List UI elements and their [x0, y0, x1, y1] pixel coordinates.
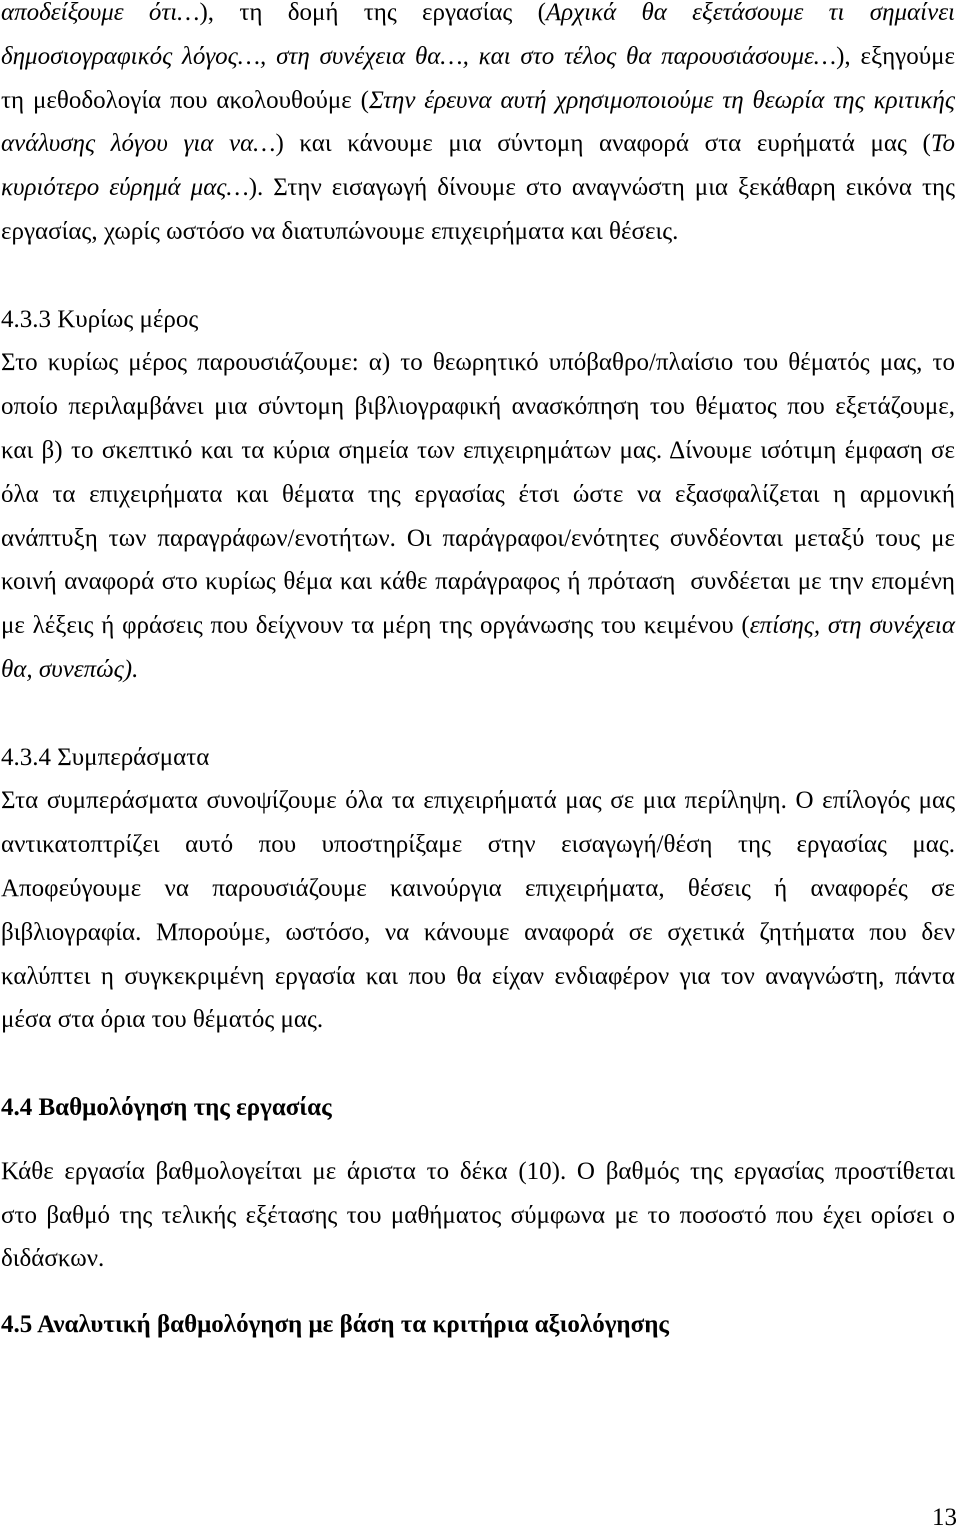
- line-content: [1, 79, 955, 123]
- section-heading-grading: [1, 1086, 955, 1130]
- blank-line: [1, 692, 955, 736]
- line-content: [1, 517, 955, 561]
- text-run: τη μεθοδολογία που ακολουθούμε (: [1, 86, 369, 114]
- line-content: [1, 779, 955, 823]
- line-content: [1, 385, 955, 429]
- heading-text: 4.3.4 Συμπεράσματα: [1, 743, 210, 771]
- text-line: [1, 1237, 955, 1281]
- italic-run: θα, συνεπώς).: [1, 655, 139, 683]
- heading-text: 4.5 Αναλυτική βαθμολόγηση με βάση τα κριτήρια αξιολόγησης: [1, 1311, 669, 1339]
- italic-run: ανάλυσης λόγου για να…: [1, 130, 276, 158]
- line-content: [1, 1237, 104, 1281]
- text-line: [1, 166, 955, 210]
- text-run: όλα τα επιχειρήματα και θέματα της εργασίας έτσι ώστε να εξασφαλίζεται η αρμονική: [1, 480, 955, 508]
- line-content: [1, 736, 209, 780]
- paragraph-grading: [1, 1150, 955, 1281]
- line-content: [1, 122, 955, 166]
- line-content: [1, 1086, 332, 1130]
- paragraph-conclusions: [1, 779, 955, 1042]
- text-line: [1, 867, 955, 911]
- line-content: [1, 998, 323, 1042]
- line-content: [1, 823, 955, 867]
- text-line: [1, 385, 955, 429]
- text-run: στο βαθμό της τελικής εξέτασης του μαθήματος σύμφωνα με το ποσοστό που έχει ορίσει ο: [1, 1201, 955, 1229]
- text-run: Στα συμπεράσματα συνοψίζουμε όλα τα επιχειρήματά μας σε μια περίληψη. Ο επίλογός μας: [1, 787, 955, 815]
- line-content: [1, 1150, 955, 1194]
- text-line: [1, 648, 955, 692]
- line-content: [1, 473, 955, 517]
- text-run: ). Στην εισαγωγή δίνουμε στο αναγνώστη μια ξεκάθαρη εικόνα της: [248, 174, 955, 202]
- text-run: οποίο περιλαμβάνει μια σύντομη βιβλιογραφική ανασκόπηση του θέματος που εξετάζουμε,: [1, 393, 955, 421]
- text-line: [1, 911, 955, 955]
- text-run: αντικατοπτρίζει αυτό που υποστηρίξαμε στην εισαγωγή/θέση της εργασίας μας.: [1, 831, 955, 859]
- text-run: και β) το σκεπτικό και τα κύρια σημεία των επιχειρημάτων μας. Δίνουμε ισότιμη έμφαση σε: [1, 436, 955, 464]
- text-run: Κάθε εργασία βαθμολογείται με άριστα το δέκα (10). Ο βαθμός της εργασίας προστίθεται: [1, 1157, 955, 1185]
- line-content: [1, 867, 955, 911]
- line-content: [1, 35, 955, 79]
- text-run: βιβλιογραφία. Μπορούμε, ωστόσο, να κάνουμε αναφορά σε σχετικά ζητήματα που δεν: [1, 918, 955, 946]
- line-content: [1, 0, 955, 35]
- blank-line: [1, 254, 955, 298]
- section-heading-detailed-grading: [1, 1303, 955, 1347]
- text-line: [1, 1194, 955, 1238]
- paragraph-intro-continuation: [1, 0, 955, 254]
- text-line: [1, 473, 955, 517]
- text-run: Στο κυρίως μέρος παρουσιάζουμε: α) το θεωρητικό υπόβαθρο/πλαίσιο του θέματός μας, το: [1, 349, 955, 377]
- text-line: [1, 429, 955, 473]
- heading-text: 4.4 Βαθμολόγηση της εργασίας: [1, 1093, 332, 1121]
- text-run: Αποφεύγουμε να παρουσιάζουμε καινούργια επιχειρήματα, θέσεις ή αναφορές σε: [1, 874, 955, 902]
- text-run: καλύπτει η συγκεκριμένη εργασία και που θα είχαν ενδιαφέρον για τον αναγνώστη, πάντα: [1, 962, 955, 990]
- line-content: [1, 1303, 669, 1347]
- line-content: [1, 210, 678, 254]
- text-run: ανάπτυξη των παραγράφων/ενοτήτων. Οι παράγραφοι/ενότητες συνδέονται μεταξύ τους με: [1, 524, 955, 552]
- text-line: [1, 79, 955, 123]
- line-content: [1, 648, 138, 692]
- italic-run: αποδείξουμε ότι…: [1, 0, 200, 26]
- text-line: [1, 341, 955, 385]
- text-line: [1, 998, 955, 1042]
- line-content: [1, 429, 955, 473]
- text-line: [1, 823, 955, 867]
- text-line: [1, 35, 955, 79]
- page-number: 13: [932, 1504, 957, 1529]
- line-content: [1, 560, 955, 604]
- line-content: [1, 166, 955, 210]
- heading-text: 4.3.3 Κυρίως μέρος: [1, 305, 199, 333]
- text-run: κοινή αναφορά στο κυρίως θέμα και κάθε παράγραφος ή πρόταση συνδέεται με την επομένη: [1, 568, 955, 596]
- text-line: [1, 517, 955, 561]
- page-body: [1, 0, 955, 1347]
- text-run: ), εξηγούμε: [836, 42, 955, 70]
- text-run: ) και κάνουμε μια σύντομη αναφορά στα ευρήματά μας (: [275, 130, 931, 158]
- text-line: [1, 210, 955, 254]
- italic-run: Στην έρευνα αυτή χρησιμοποιούμε τη θεωρία της κριτικής: [368, 86, 955, 114]
- italic-run: επίσης, στη συνέχεια: [749, 612, 956, 640]
- line-content: [1, 341, 955, 385]
- text-line: [1, 0, 955, 35]
- text-run: ), τη δομή της εργασίας (: [199, 0, 546, 26]
- paragraph-spacing: [1, 1130, 955, 1150]
- italic-run: δημοσιογραφικός λόγος…, στη συνέχεια θα…, και στο τέλος θα παρουσιάσουμε…: [1, 42, 837, 70]
- text-run: εργασίας, χωρίς ωστόσο να διατυπώνουμε επιχειρήματα και θέσεις.: [1, 217, 679, 245]
- section-heading-main-body: [1, 298, 955, 342]
- text-line: [1, 122, 955, 166]
- text-run: με λέξεις ή φράσεις που δείχνουν τα μέρη της οργάνωσης του κειμένου (: [1, 612, 750, 640]
- paragraph-main-body: [1, 341, 955, 691]
- text-line: [1, 779, 955, 823]
- line-content: [1, 604, 955, 648]
- section-heading-conclusions: [1, 736, 955, 780]
- paragraph-spacing: [1, 1281, 955, 1303]
- line-content: [1, 911, 955, 955]
- text-line: [1, 1150, 955, 1194]
- line-content: [1, 1194, 955, 1238]
- text-line: [1, 560, 955, 604]
- italic-run: Το: [930, 130, 955, 158]
- text-line: [1, 604, 955, 648]
- italic-run: Αρχικά θα εξετάσουμε τι σημαίνει: [545, 0, 956, 26]
- line-content: [1, 298, 198, 342]
- italic-run: κυριότερο εύρημά μας…: [1, 174, 249, 202]
- text-line: [1, 955, 955, 999]
- text-run: μέσα στα όρια του θέματός μας.: [1, 1006, 324, 1034]
- text-run: διδάσκων.: [1, 1245, 105, 1273]
- blank-line: [1, 1042, 955, 1086]
- line-content: [1, 955, 955, 999]
